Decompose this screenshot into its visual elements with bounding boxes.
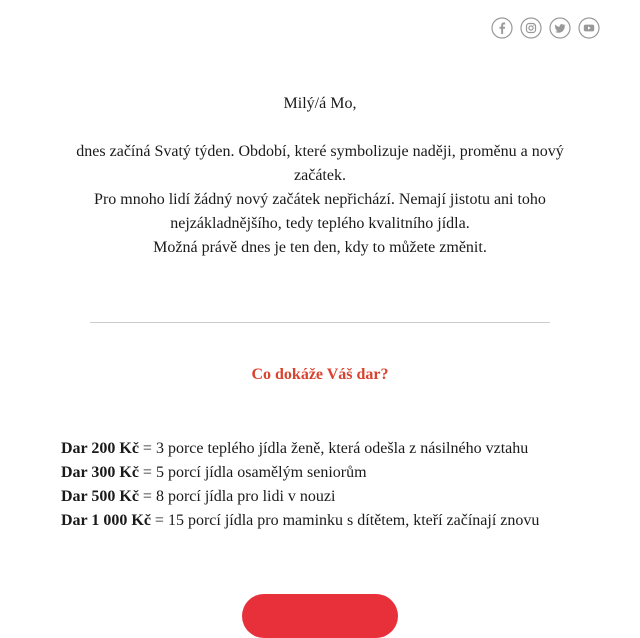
intro-paragraph: Pro mnoho lidí žádný nový začátek nepřichází. Nemají jistotu ani toho nejzákladnějšího, tedy teplého kvalitního jídla. bbox=[94, 191, 546, 232]
donation-description: = 5 porcí jídla osamělým seniorům bbox=[138, 464, 367, 481]
donation-item bbox=[61, 509, 539, 533]
donation-description: = 15 porcí jídla pro maminku s dítětem, kteří začínají znovu bbox=[150, 512, 540, 529]
intro-text bbox=[70, 140, 570, 260]
intro-paragraph: Možná právě dnes je ten den, kdy to můžete změnit. bbox=[153, 239, 487, 256]
donation-item bbox=[61, 461, 539, 485]
section-title: Co dokáže Váš dar? bbox=[251, 366, 389, 383]
donation-item bbox=[61, 485, 539, 509]
donation-amount: Dar 200 Kč bbox=[61, 440, 139, 457]
donation-description: = 3 porce teplého jídla ženě, která odešla z násilného vztahu bbox=[138, 440, 529, 457]
youtube-icon[interactable] bbox=[578, 17, 600, 39]
donate-button[interactable] bbox=[242, 594, 398, 638]
donation-amount: Dar 300 Kč bbox=[61, 464, 139, 481]
twitter-icon[interactable] bbox=[549, 17, 571, 39]
divider bbox=[90, 322, 550, 323]
donation-amount: Dar 500 Kč bbox=[61, 488, 139, 505]
facebook-icon[interactable] bbox=[491, 17, 513, 39]
donation-description: = 8 porcí jídla pro lidi v nouzi bbox=[138, 488, 336, 505]
donation-item bbox=[61, 437, 539, 461]
intro-paragraph: dnes začíná Svatý týden. Období, které symbolizuje naději, proměnu a nový začátek. bbox=[76, 143, 564, 184]
social-links bbox=[491, 17, 600, 39]
greeting: Milý/á Mo, bbox=[283, 95, 357, 112]
donation-amount: Dar 1 000 Kč bbox=[61, 512, 151, 529]
instagram-icon[interactable] bbox=[520, 17, 542, 39]
donation-list bbox=[61, 437, 539, 533]
